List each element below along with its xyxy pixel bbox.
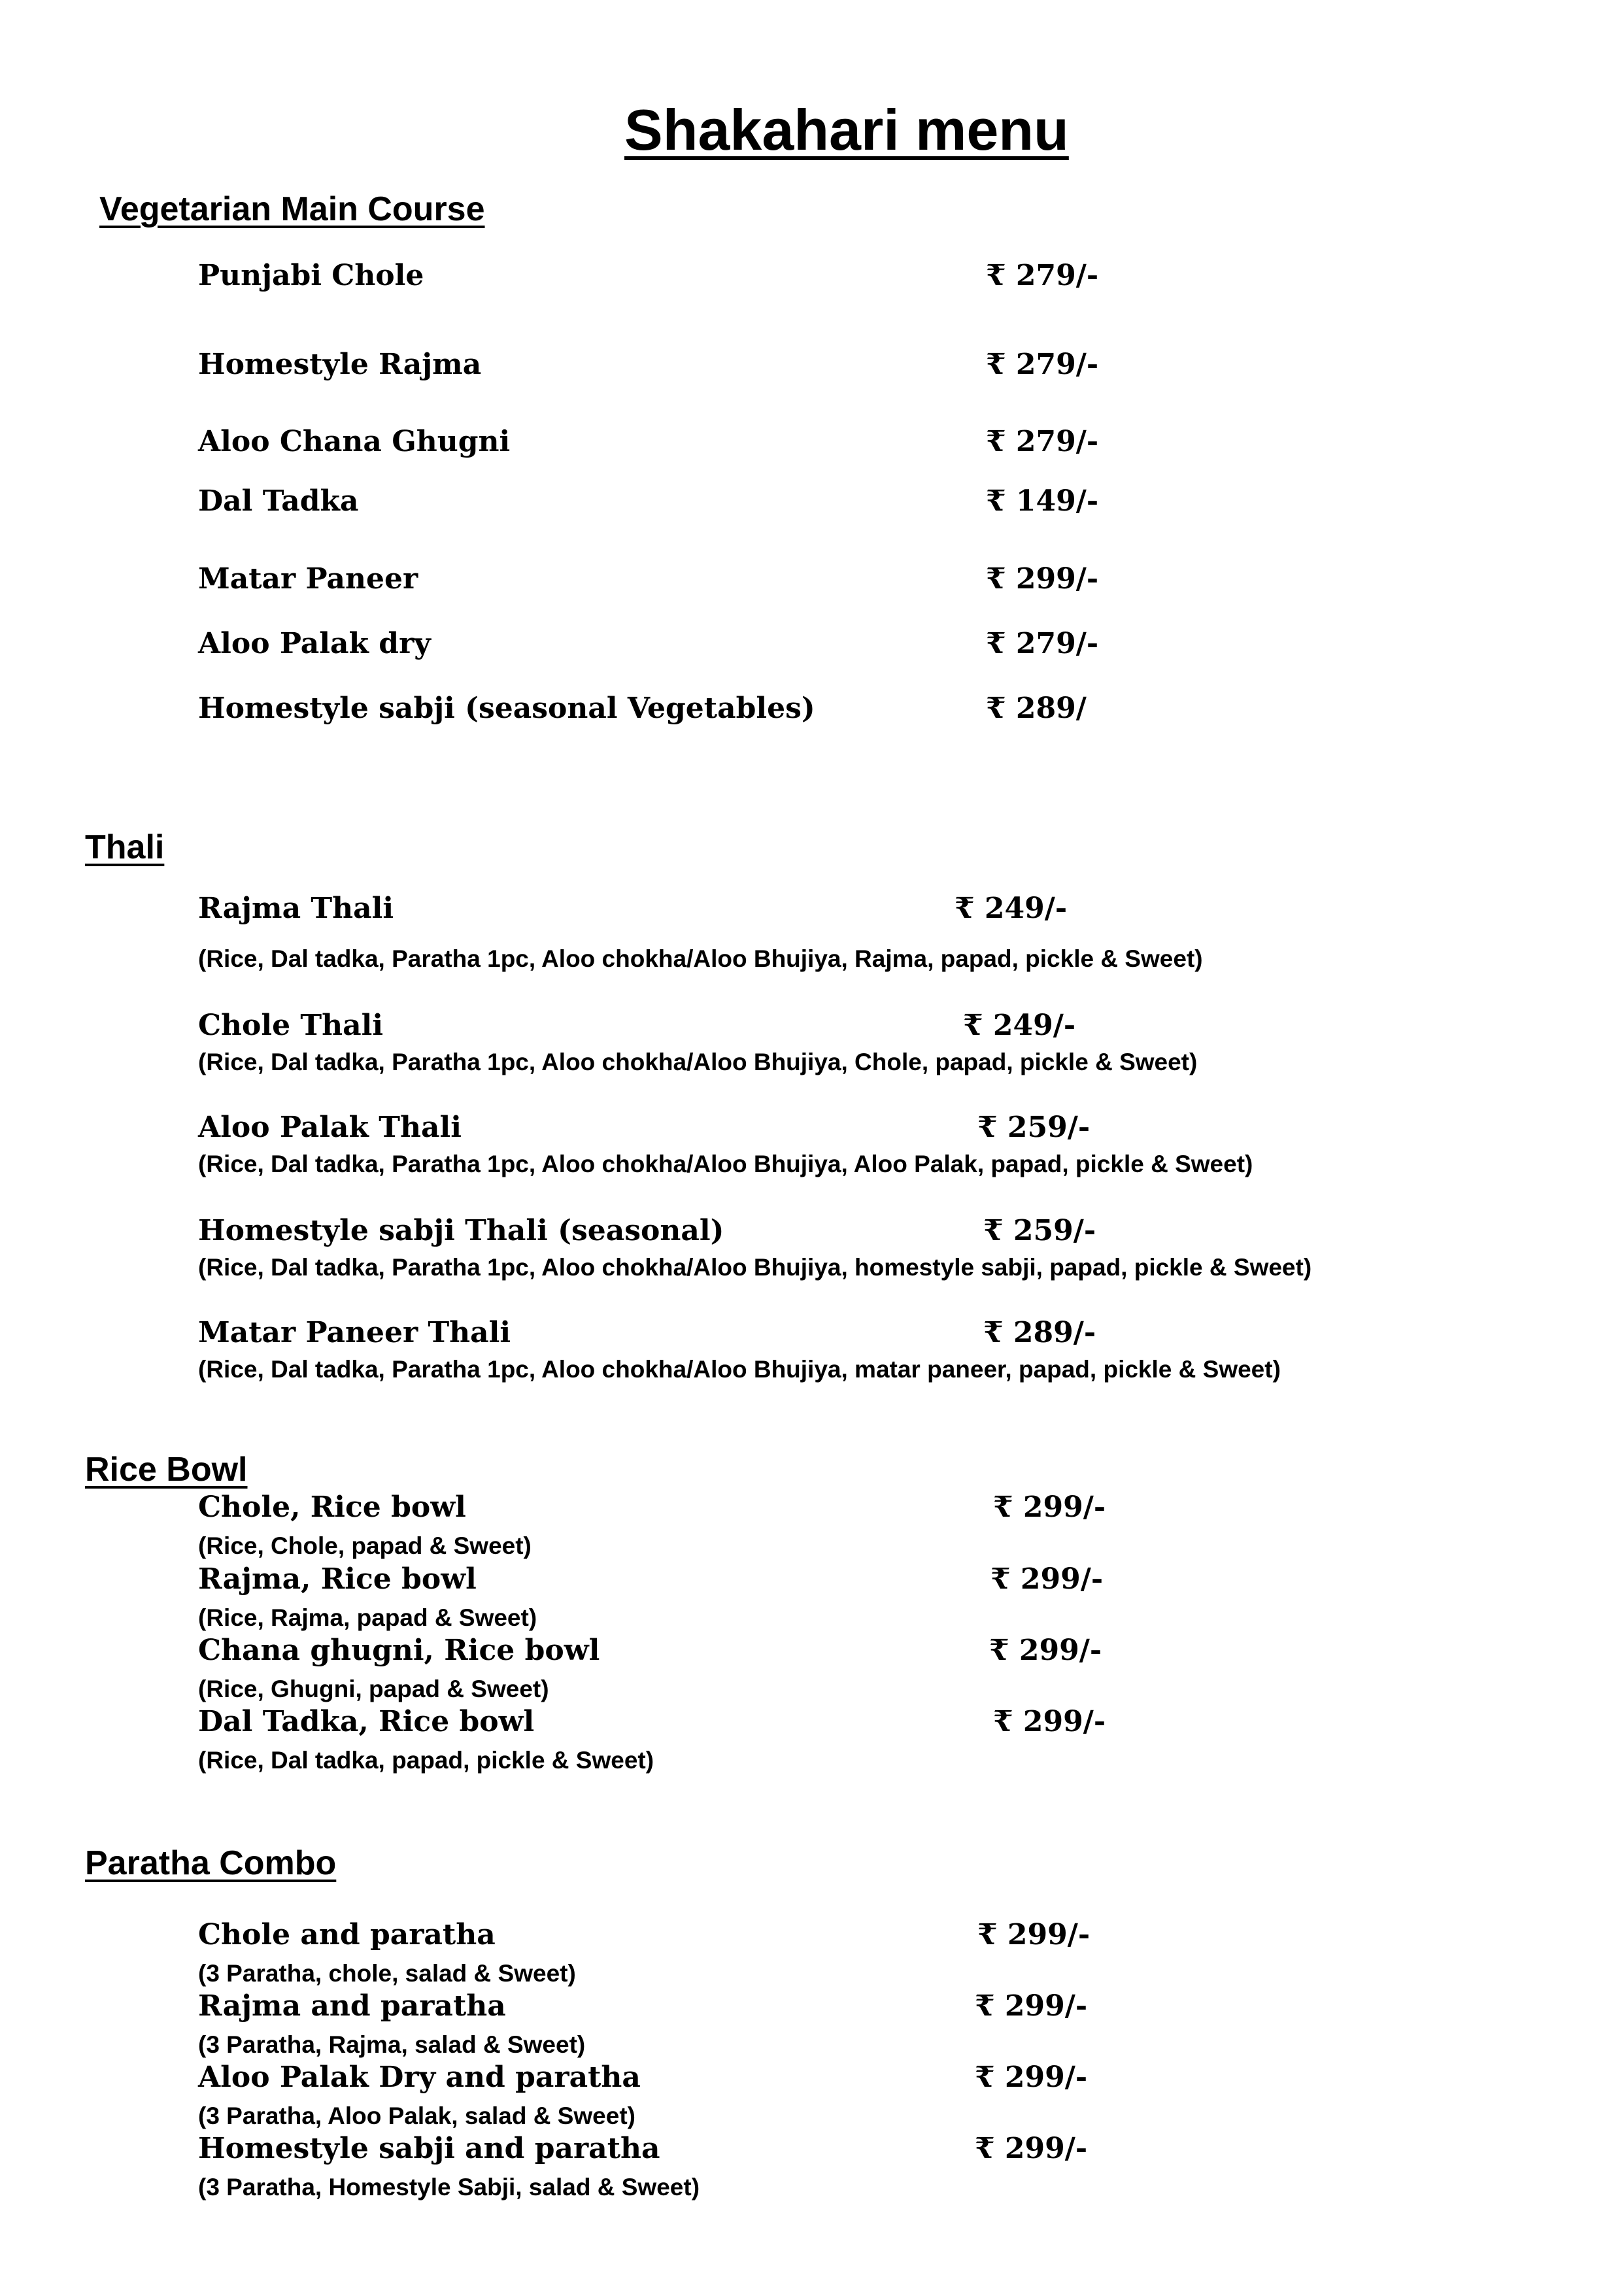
- item-name: Homestyle sabji and paratha: [198, 2132, 660, 2165]
- item-price: ₹ 149/-: [986, 484, 1099, 518]
- item-description: (Rice, Chole, papad & Sweet): [198, 1532, 532, 1559]
- item-name: Rajma and paratha: [198, 1989, 506, 2023]
- section-heading-thali: Thali: [85, 828, 165, 866]
- section-heading-paratha-combo: Paratha Combo: [85, 1844, 337, 1882]
- item-name: Dal Tadka: [198, 484, 359, 518]
- item-price: ₹ 279/-: [986, 425, 1099, 458]
- item-price: ₹ 249/-: [963, 1009, 1076, 1042]
- item-description: (Rice, Dal tadka, Paratha 1pc, Aloo chokha/Aloo Bhujiya, homestyle sabji, papad, pickle & Sweet): [198, 1254, 1312, 1281]
- section-heading-main-course: Vegetarian Main Course: [99, 190, 485, 228]
- item-description: (3 Paratha, Rajma, salad & Sweet): [198, 2031, 586, 2058]
- item-price: ₹ 289/-: [983, 1316, 1096, 1349]
- item-price: ₹ 259/-: [983, 1214, 1096, 1247]
- item-name: Chole, Rice bowl: [198, 1491, 466, 1524]
- item-description: (Rice, Dal tadka, papad, pickle & Sweet): [198, 1747, 654, 1774]
- item-price: ₹ 299/-: [993, 1705, 1106, 1738]
- item-description: (Rice, Dal tadka, Paratha 1pc, Aloo chokha/Aloo Bhujiya, Rajma, papad, pickle & Sweet): [198, 945, 1203, 972]
- item-price: ₹ 299/-: [975, 1989, 1088, 2023]
- item-description: (3 Paratha, chole, salad & Sweet): [198, 1960, 576, 1987]
- item-price: ₹ 299/-: [990, 1562, 1104, 1596]
- item-price: ₹ 299/-: [986, 562, 1099, 596]
- item-name: Dal Tadka, Rice bowl: [198, 1705, 535, 1738]
- item-name: Matar Paneer Thali: [198, 1316, 511, 1349]
- item-name: Homestyle sabji Thali (seasonal): [198, 1214, 724, 1247]
- item-name: Matar Paneer: [198, 562, 418, 596]
- item-description: (3 Paratha, Aloo Palak, salad & Sweet): [198, 2102, 635, 2129]
- item-description: (Rice, Dal tadka, Paratha 1pc, Aloo chokha/Aloo Bhujiya, matar paneer, papad, pickle & Sweet): [198, 1356, 1281, 1383]
- item-name: Rajma, Rice bowl: [198, 1562, 477, 1596]
- item-price: ₹ 259/-: [977, 1111, 1091, 1144]
- item-name: Aloo Chana Ghugni: [198, 425, 511, 458]
- item-price: ₹ 289/: [986, 692, 1087, 725]
- item-name: Chole and paratha: [198, 1918, 496, 1951]
- item-price: ₹ 279/-: [986, 348, 1099, 381]
- item-price: ₹ 279/-: [986, 627, 1099, 660]
- item-name: Aloo Palak Thali: [198, 1111, 462, 1144]
- item-price: ₹ 279/-: [986, 259, 1099, 292]
- section-heading-rice-bowl: Rice Bowl: [85, 1451, 248, 1489]
- item-price: ₹ 299/-: [989, 1634, 1102, 1667]
- item-name: Punjabi Chole: [198, 259, 424, 292]
- menu-title: Shakahari menu: [624, 97, 1069, 162]
- item-name: Homestyle sabji (seasonal Vegetables): [198, 692, 815, 725]
- item-price: ₹ 299/-: [993, 1491, 1106, 1524]
- item-price: ₹ 299/-: [975, 2132, 1088, 2165]
- item-description: (Rice, Ghugni, papad & Sweet): [198, 1676, 549, 1702]
- item-name: Homestyle Rajma: [198, 348, 482, 381]
- item-price: ₹ 249/-: [955, 892, 1068, 925]
- item-description: (Rice, Dal tadka, Paratha 1pc, Aloo chokha/Aloo Bhujiya, Chole, papad, pickle & Sweet): [198, 1049, 1198, 1075]
- item-description: (3 Paratha, Homestyle Sabji, salad & Sweet): [198, 2174, 700, 2201]
- item-name: Rajma Thali: [198, 892, 394, 925]
- item-name: Chana ghugni, Rice bowl: [198, 1634, 600, 1667]
- item-description: (Rice, Dal tadka, Paratha 1pc, Aloo chokha/Aloo Bhujiya, Aloo Palak, papad, pickle & Sweet): [198, 1151, 1253, 1177]
- item-name: Aloo Palak dry: [198, 627, 431, 660]
- item-description: (Rice, Rajma, papad & Sweet): [198, 1604, 537, 1631]
- item-name: Chole Thali: [198, 1009, 384, 1042]
- item-name: Aloo Palak Dry and paratha: [198, 2061, 641, 2094]
- item-price: ₹ 299/-: [975, 2061, 1088, 2094]
- item-price: ₹ 299/-: [977, 1918, 1091, 1951]
